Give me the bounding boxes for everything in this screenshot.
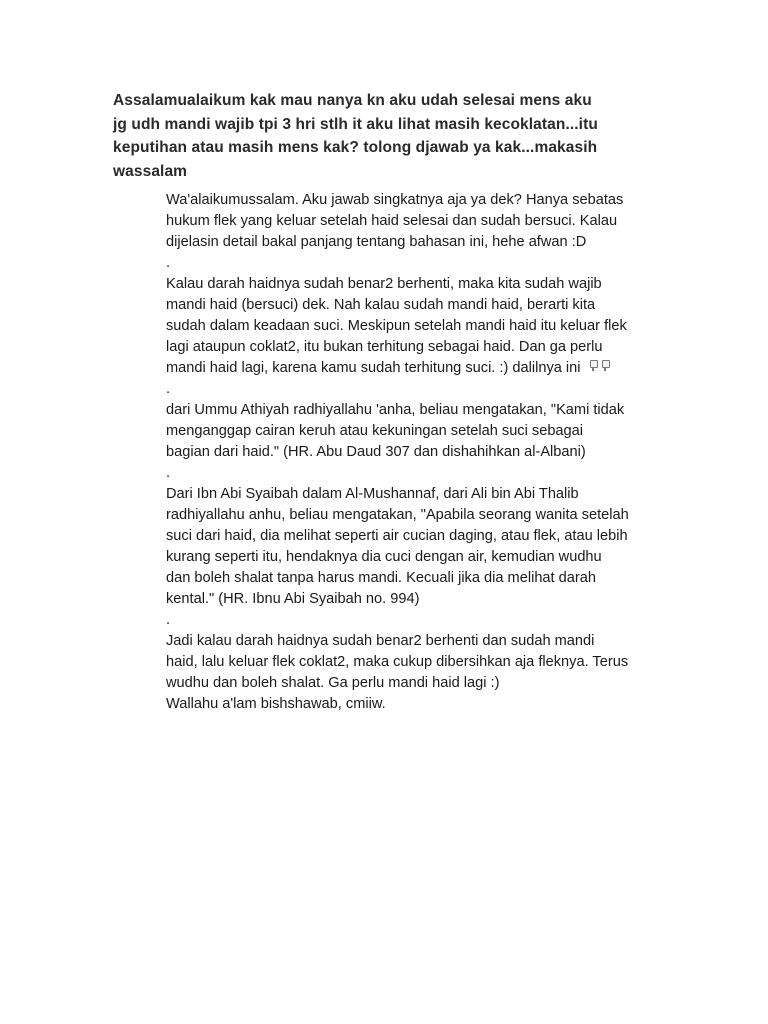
answer-line: kurang seperti itu, hendaknya dia cuci dengan air, kemudian wudhu (166, 549, 602, 565)
answer-line: dijelasin detail bakal panjang tentang bahasan ini, hehe afwan :D (166, 234, 587, 250)
question-line: wassalam (113, 162, 188, 180)
question-text (113, 89, 658, 183)
answer-line: wudhu dan boleh shalat. Ga perlu mandi haid lagi :) (166, 675, 500, 691)
answer-line: Wallahu a'lam bishshawab, cmiiw. (166, 696, 386, 712)
answer-separator: . (166, 381, 171, 397)
answer-line: dan boleh shalat tanpa harus mandi. Kecuali jika dia melihat darah (166, 570, 596, 586)
answer-line: Dari Ibn Abi Syaibah dalam Al-Mushannaf, dari Ali bin Abi Thalib (166, 486, 579, 502)
question-line: jg udh mandi wajib tpi 3 hri stlh it aku lihat masih kecoklatan...itu (113, 115, 598, 133)
answer-line: dari Ummu Athiyah radhiyallahu 'anha, beliau mengatakan, "Kami tidak (166, 402, 625, 418)
pointing-down-icon (589, 360, 598, 371)
answer-line-with-emoji (166, 358, 666, 379)
answer-line: suci dari haid, dia melihat seperti air cucian daging, atau flek, atau lebih (166, 528, 628, 544)
answer-separator: . (166, 612, 171, 628)
answer-line-text: mandi haid lagi, karena kamu sudah terhitung suci. :) dalilnya ini (166, 360, 581, 376)
emoji-group (589, 358, 613, 379)
answer-text (166, 190, 666, 715)
answer-line: Wa'alaikumussalam. Aku jawab singkatnya aja ya dek? Hanya sebatas (166, 192, 624, 208)
answer-line: mandi haid (bersuci) dek. Nah kalau sudah mandi haid, berarti kita (166, 297, 596, 313)
answer-line: radhiyallahu anhu, beliau mengatakan, "Apabila seorang wanita setelah (166, 507, 629, 523)
answer-line: Jadi kalau darah haidnya sudah benar2 berhenti dan sudah mandi (166, 633, 595, 649)
answer-line: bagian dari haid." (HR. Abu Daud 307 dan dishahihkan al-Albani) (166, 444, 586, 460)
answer-line: kental." (HR. Ibnu Abi Syaibah no. 994) (166, 591, 420, 607)
answer-separator: . (166, 465, 171, 481)
answer-line: Kalau darah haidnya sudah benar2 berhenti, maka kita sudah wajib (166, 276, 602, 292)
answer-separator: . (166, 255, 171, 271)
answer-line: haid, lalu keluar flek coklat2, maka cukup dibersihkan aja fleknya. Terus (166, 654, 629, 670)
answer-line: sudah dalam keadaan suci. Meskipun setelah mandi haid itu keluar flek (166, 318, 627, 334)
question-line: keputihan atau masih mens kak? tolong djawab ya kak...makasih (113, 139, 598, 156)
answer-line: menganggap cairan keruh atau kekuningan setelah suci sebagai (166, 423, 584, 439)
answer-line: hukum flek yang keluar setelah haid selesai dan sudah bersuci. Kalau (166, 213, 618, 229)
question-line: Assalamualaikum kak mau nanya kn aku udah selesai mens aku (113, 92, 592, 109)
answer-line: lagi ataupun coklat2, itu bukan terhitung sebagai haid. Dan ga perlu (166, 339, 603, 355)
pointing-down-icon (601, 360, 610, 371)
